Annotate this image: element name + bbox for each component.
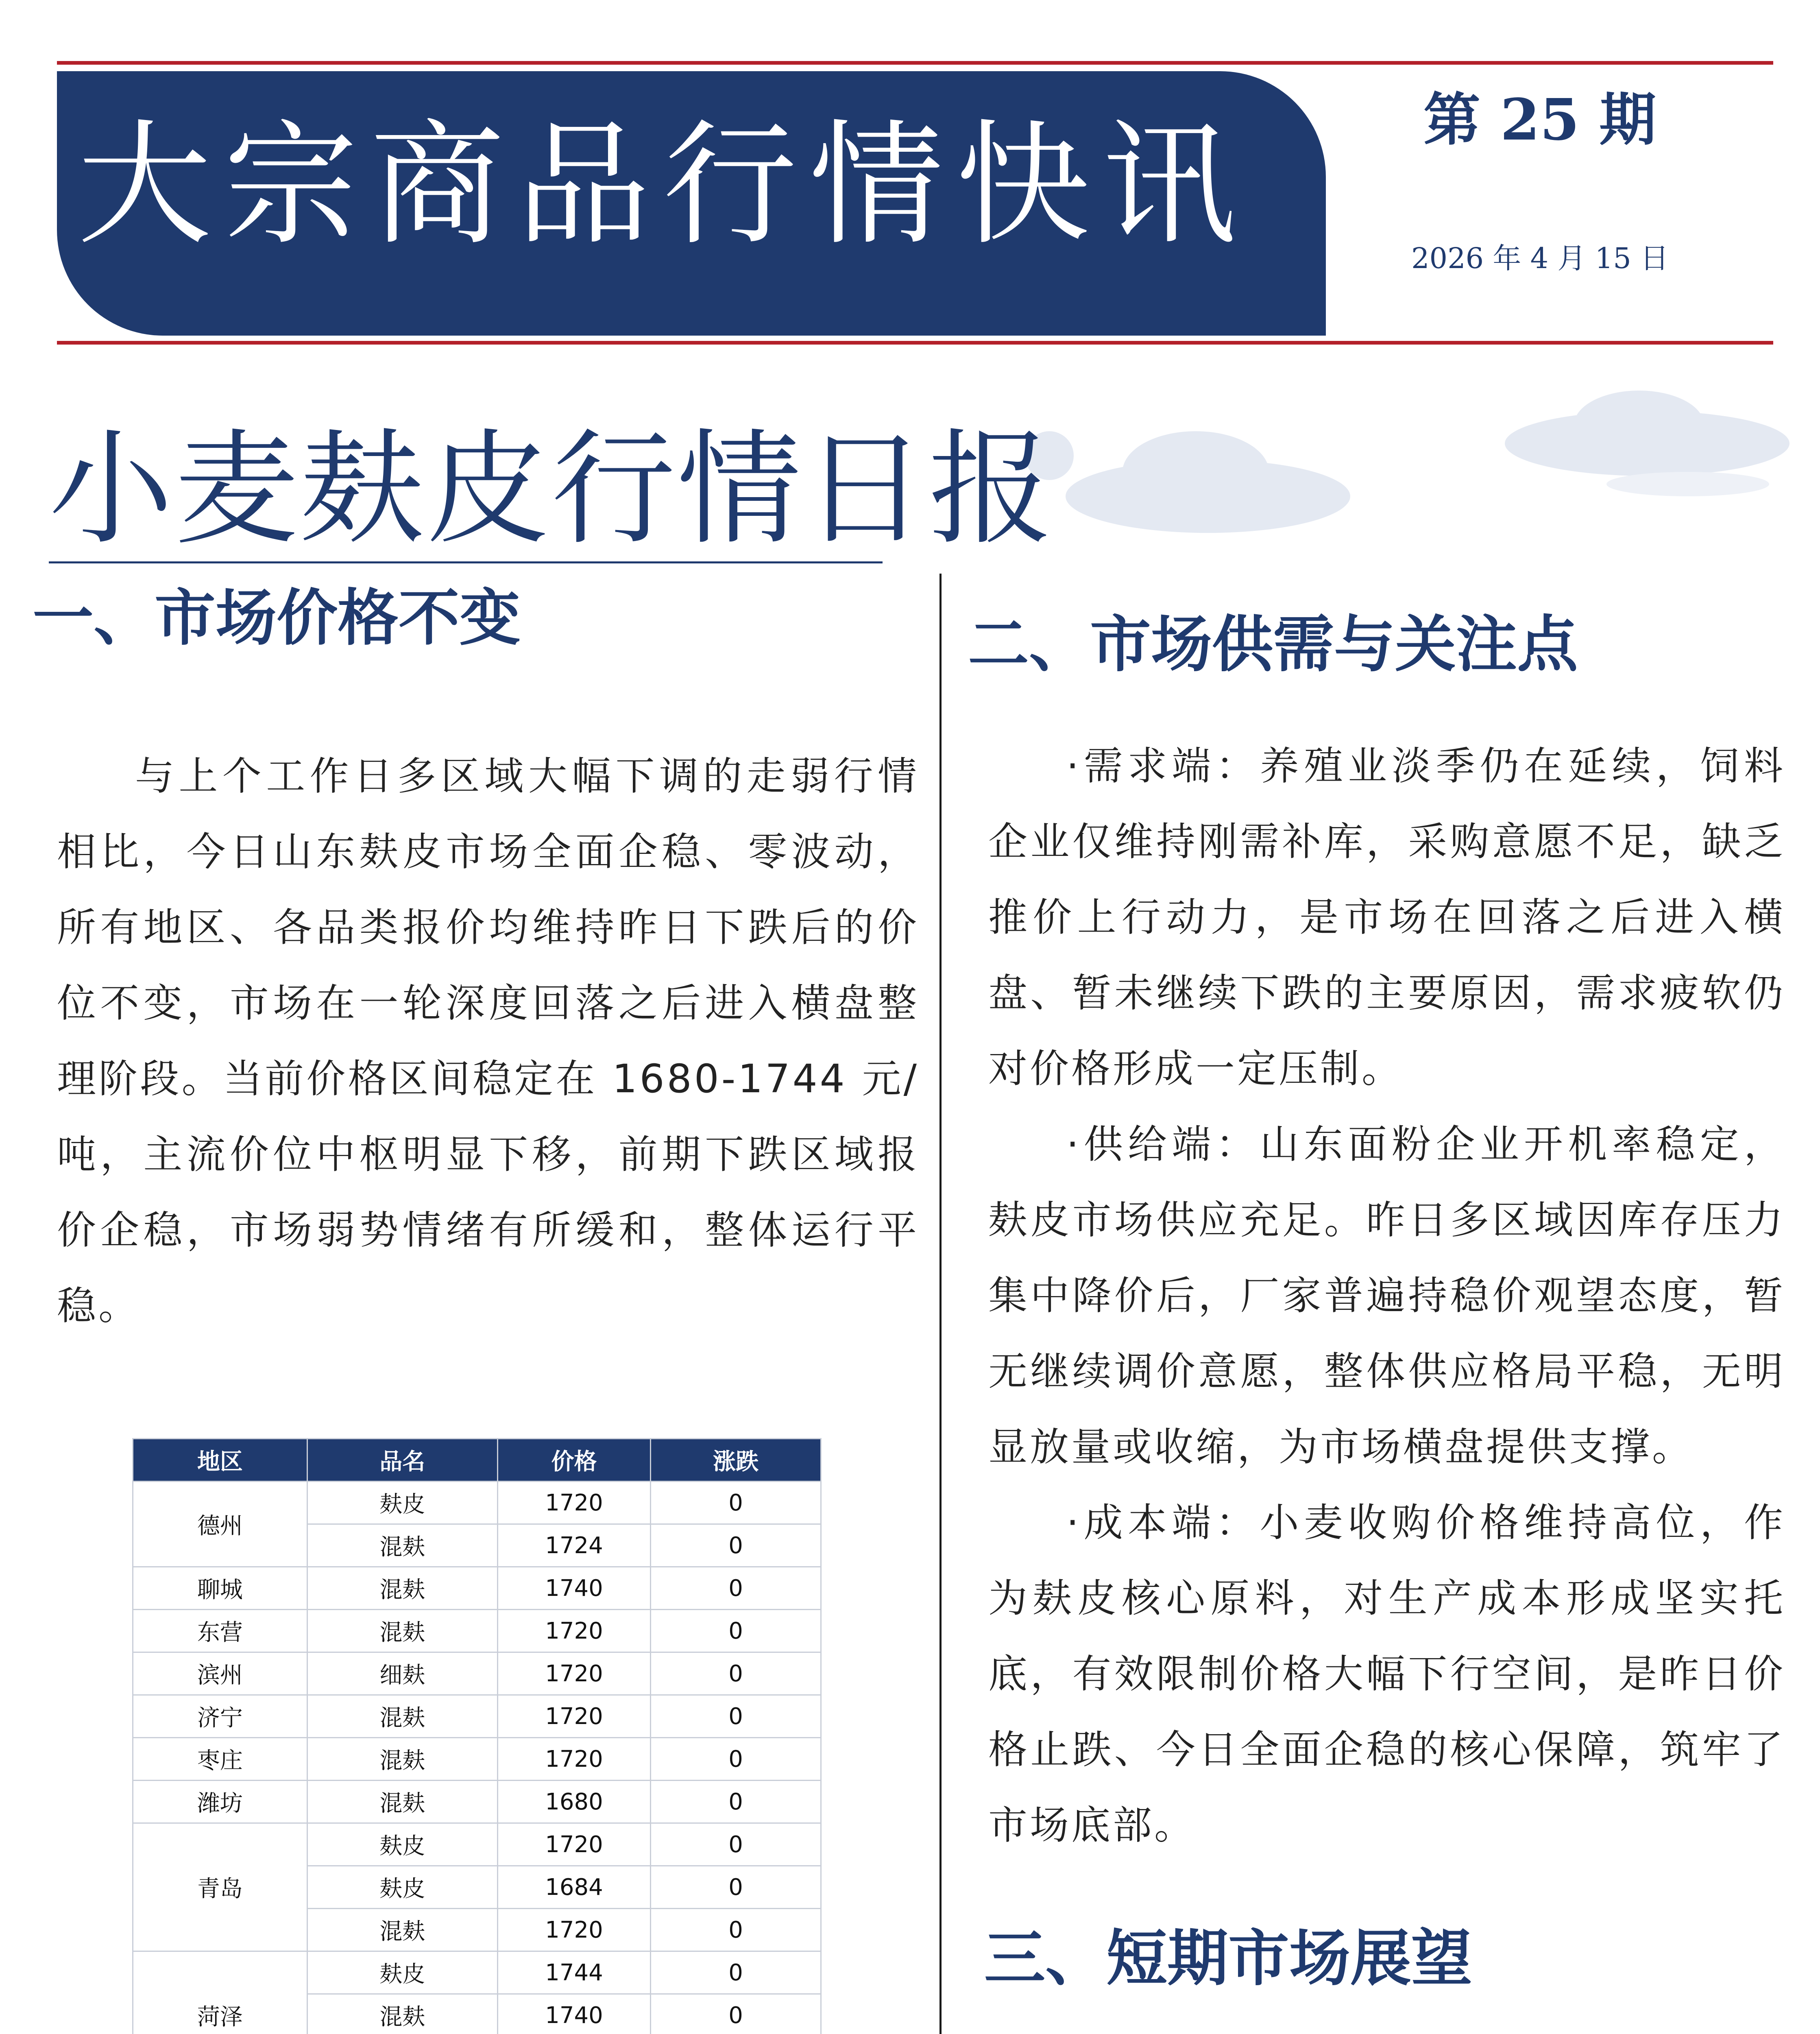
cell-region: 青岛	[133, 1823, 307, 1951]
section1-paragraph: 与上个工作日多区域大幅下调的走弱行情相比，今日山东麸皮市场全面企稳、零波动，所有地区、各品类报价均维持昨日下跌后的价位不变，市场在一轮深度回落之后进入横盘整理阶段。当前价格区间稳定在 1680-1744 元/吨，主流价位中枢明显下移，前期下跌区域报价企稳，市场弱势情绪有所缓和，整体运行平稳。	[57, 753, 919, 1329]
table-row	[133, 1738, 821, 1781]
cell-change: 0	[651, 1610, 821, 1652]
section3-body	[1005, 2030, 1785, 2034]
section3-heading: 三、短期市场展望	[984, 1923, 1473, 1994]
col-header-region: 地区	[133, 1439, 307, 1482]
cell-price: 1720	[497, 1738, 650, 1781]
cell-price: 1684	[497, 1866, 650, 1909]
cell-change: 0	[651, 1781, 821, 1823]
cell-product: 混麸	[307, 1781, 497, 1823]
cell-change: 0	[651, 1823, 821, 1866]
col-header-product: 品名	[307, 1439, 497, 1482]
price-table	[132, 1438, 822, 2034]
cell-region: 东营	[133, 1610, 307, 1652]
cell-change: 0	[651, 1951, 821, 1994]
cell-product: 麸皮	[307, 1823, 497, 1866]
cell-change: 0	[651, 1738, 821, 1781]
cell-product: 混麸	[307, 1610, 497, 1652]
table-row	[133, 1823, 821, 1866]
cell-price: 1720	[497, 1610, 650, 1652]
table-row	[133, 1567, 821, 1610]
supply-paragraph: ·供给端：山东面粉企业开机率稳定，麸皮市场供应充足。昨日多区域因库存压力集中降价后，厂家普遍持稳价观望态度，暂无继续调价意愿，整体供应格局平稳，无明显放量或收缩，为市场横盘提供支撑。	[988, 1122, 1785, 1470]
cell-product: 麸皮	[307, 1951, 497, 1994]
report-title: 小麦麸皮行情日报	[49, 417, 1054, 561]
cell-price: 1720	[497, 1823, 650, 1866]
column-divider	[939, 574, 942, 2034]
issue-number: 第 25 期	[1423, 87, 1657, 153]
cell-region: 潍坊	[133, 1781, 307, 1823]
cell-region: 德州	[133, 1482, 307, 1567]
cell-product: 混麸	[307, 1909, 497, 1951]
cell-price: 1720	[497, 1695, 650, 1738]
cell-region: 济宁	[133, 1695, 307, 1738]
cell-region: 滨州	[133, 1652, 307, 1695]
section1-body	[57, 738, 919, 1344]
issue-date: 2026 年 4 月 15 日	[1411, 242, 1669, 275]
cell-price: 1744	[497, 1951, 650, 1994]
col-header-price: 价格	[497, 1439, 650, 1482]
cell-change: 0	[651, 1482, 821, 1524]
cell-product: 混麸	[307, 1524, 497, 1567]
header-top-rule	[57, 61, 1773, 65]
title-underline	[49, 561, 883, 563]
cell-region: 枣庄	[133, 1738, 307, 1781]
cell-change: 0	[651, 1909, 821, 1951]
cell-product: 混麸	[307, 1994, 497, 2034]
cell-change: 0	[651, 1695, 821, 1738]
cell-price: 1724	[497, 1524, 650, 1567]
table-row	[133, 1951, 821, 1994]
cell-product: 混麸	[307, 1695, 497, 1738]
table-row	[133, 1610, 821, 1652]
cell-product: 混麸	[307, 1738, 497, 1781]
cell-product: 细麸	[307, 1652, 497, 1695]
section2-heading: 二、市场供需与关注点	[968, 609, 1578, 680]
cell-price: 1740	[497, 1994, 650, 2034]
cell-change: 0	[651, 1866, 821, 1909]
col-header-change: 涨跌	[651, 1439, 821, 1482]
header-bottom-rule	[57, 341, 1773, 345]
cell-region: 菏泽	[133, 1951, 307, 2034]
cell-price: 1740	[497, 1567, 650, 1610]
cell-product: 麸皮	[307, 1866, 497, 1909]
table-row	[133, 1781, 821, 1823]
cell-change: 0	[651, 1524, 821, 1567]
cell-product: 麸皮	[307, 1482, 497, 1524]
cell-change: 0	[651, 1994, 821, 2034]
table-row	[133, 1695, 821, 1738]
cell-product: 混麸	[307, 1567, 497, 1610]
cell-price: 1720	[497, 1652, 650, 1695]
section3-paragraph	[1005, 2030, 1785, 2034]
demand-paragraph: ·需求端：养殖业淡季仍在延续，饲料企业仅维持刚需补库，采购意愿不足，缺乏推价上行动力，是市场在回落之后进入横盘、暂未继续下跌的主要原因，需求疲软仍对价格形成一定压制。	[988, 743, 1785, 1091]
cell-region: 聊城	[133, 1567, 307, 1610]
cell-change: 0	[651, 1652, 821, 1695]
table-row	[133, 1652, 821, 1695]
cost-paragraph: ·成本端：小麦收购价格维持高位，作为麸皮核心原料，对生产成本形成坚实托底，有效限制价格大幅下行空间，是昨日价格止跌、今日全面企稳的核心保障，筑牢了市场底部。	[988, 1500, 1785, 1848]
cell-price: 1720	[497, 1482, 650, 1524]
table-row	[133, 1482, 821, 1524]
cell-price: 1720	[497, 1909, 650, 1951]
table-header-row	[133, 1439, 821, 1482]
section2-body	[988, 728, 1785, 1863]
section1-heading: 一、市场价格不变	[33, 583, 521, 654]
cell-change: 0	[651, 1567, 821, 1610]
cell-price: 1680	[497, 1781, 650, 1823]
banner-title: 大宗商品行情快讯	[77, 107, 1249, 263]
